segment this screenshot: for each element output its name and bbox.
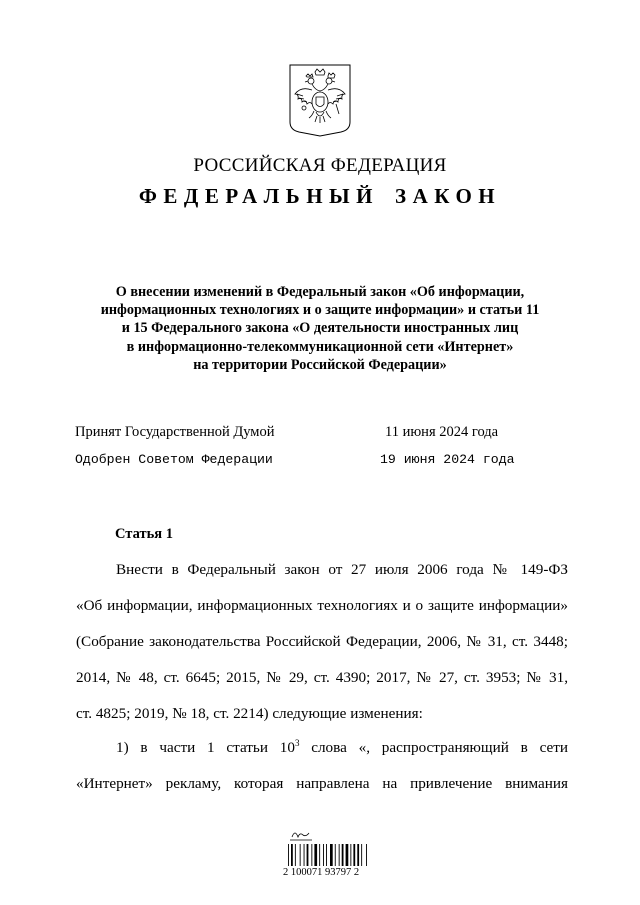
law-title-line: О внесении изменений в Федеральный закон «Об информации,: [115, 284, 525, 300]
council-approval-label: Одобрен Советом Федерации: [75, 452, 273, 467]
barcode-bar: [357, 844, 359, 866]
barcode-bar: [304, 844, 305, 866]
barcode-bar: [323, 844, 324, 866]
barcode-bar: [339, 844, 340, 866]
barcode-number: 2 100071 93797 2: [283, 867, 360, 878]
law-title-line: информационных технологиях и о защите информации» и статьи 11: [100, 302, 540, 319]
law-title: [60, 283, 580, 374]
barcode-bar: [366, 844, 367, 866]
council-approval-date: 19 июня 2024 года: [380, 452, 515, 467]
duma-adoption-date: 11 июня 2024 года: [385, 424, 499, 440]
item-1-superscript: 3: [294, 738, 300, 748]
law-title-line: на территории Российской Федерации»: [193, 356, 447, 373]
body-line: (Собрание законодательства Российской Федерации, 2006, № 31, ст. 3448;: [76, 633, 568, 650]
barcode-bar: [342, 844, 344, 866]
barcode-bar: [350, 844, 351, 866]
law-type-word-2: ЗАКОН: [395, 184, 502, 208]
barcode-bar: [330, 844, 333, 866]
barcode-bar: [361, 844, 362, 866]
barcode-bar: [314, 844, 317, 866]
body-line: ст. 4825; 2019, № 18, ст. 2214) следующие изменения:: [76, 705, 423, 722]
law-title-line: и 15 Федерального закона «О деятельности иностранных лиц: [121, 320, 519, 337]
council-approval-row: [75, 450, 575, 470]
item-1-line: [116, 738, 568, 758]
duma-adoption-row: [75, 422, 575, 442]
law-type-heading: [0, 183, 640, 209]
barcode-bar: [295, 844, 296, 866]
item-1-text-rest: слова «, распространяющий в сети: [299, 739, 569, 756]
article-heading: Статья 1: [115, 526, 173, 542]
barcode-bar: [300, 844, 301, 866]
barcode-bar: [291, 844, 293, 866]
barcode-bar: [311, 844, 312, 866]
barcode-bar: [335, 844, 336, 866]
item-1-line-2: «Интернет» рекламу, которая направлена на привлечение внимания: [76, 775, 568, 792]
law-title-line: в информационно-телекоммуникационной сети «Интернет»: [126, 338, 514, 355]
duma-adoption-label: Принят Государственной Думой: [75, 424, 275, 440]
coat-of-arms-icon: [289, 64, 351, 137]
law-type-word-1: ФЕДЕРАЛЬНЫЙ: [138, 184, 379, 208]
item-1-text: 1) в части 1 статьи 10: [116, 739, 295, 756]
barcode-bar: [288, 844, 289, 866]
body-line: 2014, № 48, ст. 6645; 2015, № 29, ст. 4390; 2017, № 27, ст. 3953; № 31,: [76, 669, 568, 686]
body-line: «Об информации, информационных технологиях и о защите информации»: [76, 597, 568, 614]
body-line: Внести в Федеральный закон от 27 июля 2006 года № 149-ФЗ: [116, 561, 568, 578]
barcode-bar: [353, 844, 355, 866]
initials-mark: [290, 833, 312, 840]
barcode-bar: [346, 844, 349, 866]
barcode-bar: [326, 844, 327, 866]
country-name: РОССИЙСКАЯ ФЕДЕРАЦИЯ: [193, 155, 447, 176]
barcode-bar: [319, 844, 320, 866]
barcode-bar: [307, 844, 309, 866]
